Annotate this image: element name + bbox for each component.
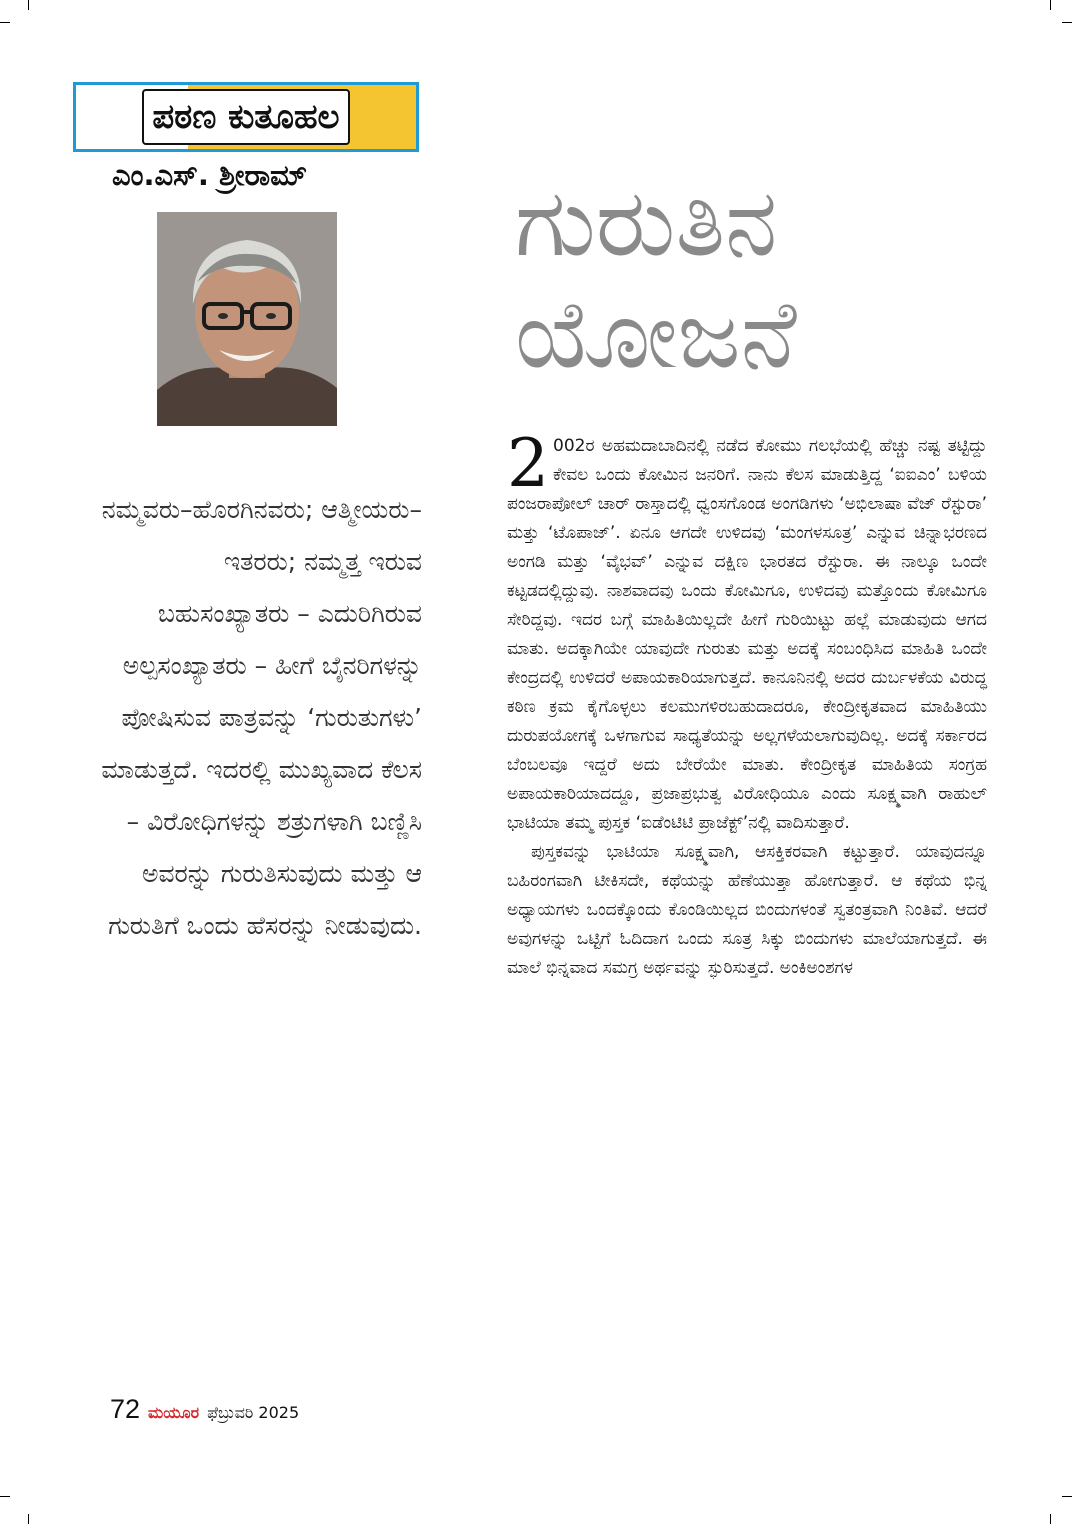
drop-cap: 2	[507, 425, 549, 502]
crop-mark	[1050, 1514, 1051, 1524]
column-name: ಪಠಣ ಕುತೂಹಲ	[142, 89, 349, 145]
author-name: ಎಂ.ಎಸ್. ಶ್ರೀರಾಮ್	[112, 158, 308, 192]
paragraph-1-text: 002ರ ಅಹಮದಾಬಾದಿನಲ್ಲಿ ನಡೆದ ಕೋಮು ಗಲಭೆಯಲ್ಲಿ ಹೆಚ್ಚು ನಷ್ಟ ತಟ್ಟಿದ್ದು ಕೇವಲ ಒಂದು ಕೋಮಿನ ಜನರಿಗೆ. ನಾನು ಕೆಲಸ ಮಾಡುತ್ತಿದ್ದ ‘ಐಐಎಂ’ ಬಳಿಯ ಪಂಜರಾಪೋಲ್ ಚಾರ್ ರಾಸ್ತಾದಲ್ಲಿ ಧ್ವಂಸಗೊಂಡ ಅಂಗಡಿಗಳು ‘ಅಭಿಲಾಷಾ ವೆಜ್ ರೆಸ್ಟುರಾ’ ಮತ್ತು ‘ಟೊಪಾಜ್’. ಏನೂ ಆಗದೇ ಉಳಿದವು ‘ಮಂಗಳಸೂತ್ರ’ ಎನ್ನುವ ಚಿನ್ನಾಭರಣದ ಅಂಗಡಿ ಮತ್ತು ‘ವೈಭವ್’ ಎನ್ನುವ ದಕ್ಷಿಣ ಭಾರತದ ರೆಸ್ಟುರಾ. ಈ ನಾಲ್ಕೂ ಒಂದೇ ಕಟ್ಟಡದಲ್ಲಿದ್ದುವು. ನಾಶವಾದವು ಒಂದು ಕೋಮಿಗೂ, ಉಳಿದವು ಮತ್ತೊಂದು ಕೋಮಿಗೂ ಸೇರಿದ್ದವು. ಇದರ ಬಗ್ಗೆ ಮಾಹಿತಿಯಿಲ್ಲದೇ ಹೀಗೆ ಗುರಿಯಿಟ್ಟು ಹಲ್ಲೆ ಮಾಡುವುದು ಆಗದ ಮಾತು. ಅದಕ್ಕಾಗಿಯೇ ಯಾವುದೇ ಗುರುತು ಮತ್ತು ಅದಕ್ಕೆ ಸಂಬಂಧಿಸಿದ ಮಾಹಿತಿ ಒಂದೇ ಕೇಂದ್ರದಲ್ಲಿ ಉಳಿದರೆ ಅಪಾಯಕಾರಿಯಾಗುತ್ತದೆ. ಕಾನೂನಿನಲ್ಲಿ ಅದರ ದುರ್ಬಳಕೆಯ ವಿರುದ್ಧ ಕಠಿಣ ಕ್ರಮ ಕೈಗೊಳ್ಳಲು ಕಲಮುಗಳಿರಬಹುದಾದರೂ, ಕೇಂದ್ರೀಕೃತವಾದ ಮಾಹಿತಿಯು ದುರುಪಯೋಗಕ್ಕೆ ಒಳಗಾಗುವ ಸಾಧ್ಯತೆಯನ್ನು ಅಲ್ಲಗಳೆಯಲಾಗುವುದಿಲ್ಲ. ಅದಕ್ಕೆ ಸರ್ಕಾರದ ಬೆಂಬಲವೂ ಇದ್ದರೆ ಅದು ಬೇರೆಯೇ ಮಾತು. ಕೇಂದ್ರೀಕೃತ ಮಾಹಿತಿಯ ಸಂಗ್ರಹ ಅಪಾಯಕಾರಿಯಾದದ್ದೂ, ಪ್ರಜಾಪ್ರಭುತ್ವ ವಿರೋಧಿಯೂ ಎಂದು ಸೂಕ್ಷ್ಮವಾಗಿ ರಾಹುಲ್ ಭಾಟಿಯಾ ತಮ್ಮ ಪುಸ್ತಕ ‘ಐಡೆಂಟಿಟಿ ಪ್ರಾಜೆಕ್ಟ್’ನಲ್ಲಿ ವಾದಿಸುತ್ತಾರೆ.	[507, 436, 987, 833]
column-name-badge	[73, 82, 419, 152]
page-footer	[110, 1394, 299, 1428]
crop-mark	[0, 22, 10, 23]
pull-quote: ನಮ್ಮವರು–ಹೊರಗಿನವರು; ಆತ್ಮೀಯರು–ಇತರರು; ನಮ್ಮತ್ತ ಇರುವ ಬಹುಸಂಖ್ಯಾತರು – ಎದುರಿಗಿರುವ ಅಲ್ಪಸಂಖ್ಯಾತರು – ಹೀಗೆ ಬೈನರಿಗಳನ್ನು ಪೋಷಿಸುವ ಪಾತ್ರವನ್ನು ‘ಗುರುತುಗಳು’ ಮಾಡುತ್ತದೆ. ಇದರಲ್ಲಿ ಮುಖ್ಯವಾದ ಕೆಲಸ – ವಿರೋಧಿಗಳನ್ನು ಶತ್ರುಗಳಾಗಿ ಬಣ್ಣಿಸಿ ಅವರನ್ನು ಗುರುತಿಸುವುದು ಮತ್ತು ಆ ಗುರುತಿಗೆ ಒಂದು ಹೆಸರನ್ನು ನೀಡುವುದು.	[101, 495, 422, 940]
issue-date: ಫೆಬ್ರುವರಿ 2025	[207, 1403, 300, 1422]
magazine-name: ಮಯೂರ	[148, 1403, 200, 1422]
headline-line-2: ಯೋಜನೆ	[515, 281, 797, 390]
crop-mark	[1062, 22, 1072, 23]
crop-mark	[0, 1496, 10, 1497]
article-paragraph: ಪುಸ್ತಕವನ್ನು ಭಾಟಿಯಾ ಸೂಕ್ಷ್ಮವಾಗಿ, ಆಸಕ್ತಿಕರವಾಗಿ ಕಟ್ಟುತ್ತಾರೆ. ಯಾವುದನ್ನೂ ಬಹಿರಂಗವಾಗಿ ಟೀಕಿಸದೇ, ಕಥೆಯನ್ನು ಹೆಣೆಯುತ್ತಾ ಹೋಗುತ್ತಾರೆ. ಆ ಕಥೆಯ ಭಿನ್ನ ಅಧ್ಯಾಯಗಳು ಒಂದಕ್ಕೊಂದು ಕೊಂಡಿಯಿಲ್ಲದ ಬಿಂದುಗಳಂತೆ ಸ್ವತಂತ್ರವಾಗಿ ನಿಂತಿವೆ. ಆದರೆ ಅವುಗಳನ್ನು ಒಟ್ಟಿಗೆ ಓದಿದಾಗ ಒಂದು ಸೂತ್ರ ಸಿಕ್ಕು ಬಿಂದುಗಳು ಮಾಲೆಯಾಗುತ್ತದೆ. ಈ ಮಾಲೆ ಭಿನ್ನವಾದ ಸಮಗ್ರ ಅರ್ಥವನ್ನು ಸ್ಫುರಿಸುತ್ತದೆ. ಅಂಕಿಅಂಶಗಳ	[507, 842, 987, 978]
article-paragraph	[507, 425, 987, 838]
crop-mark	[28, 0, 29, 10]
author-photo	[157, 212, 337, 426]
headline-line-1: ಗುರುತಿನ	[515, 169, 778, 278]
crop-mark	[1062, 1496, 1072, 1497]
page-number: 72	[110, 1394, 141, 1424]
crop-mark	[28, 1514, 29, 1524]
article-body	[507, 425, 987, 983]
crop-mark	[1050, 0, 1051, 10]
headline	[515, 168, 1015, 392]
